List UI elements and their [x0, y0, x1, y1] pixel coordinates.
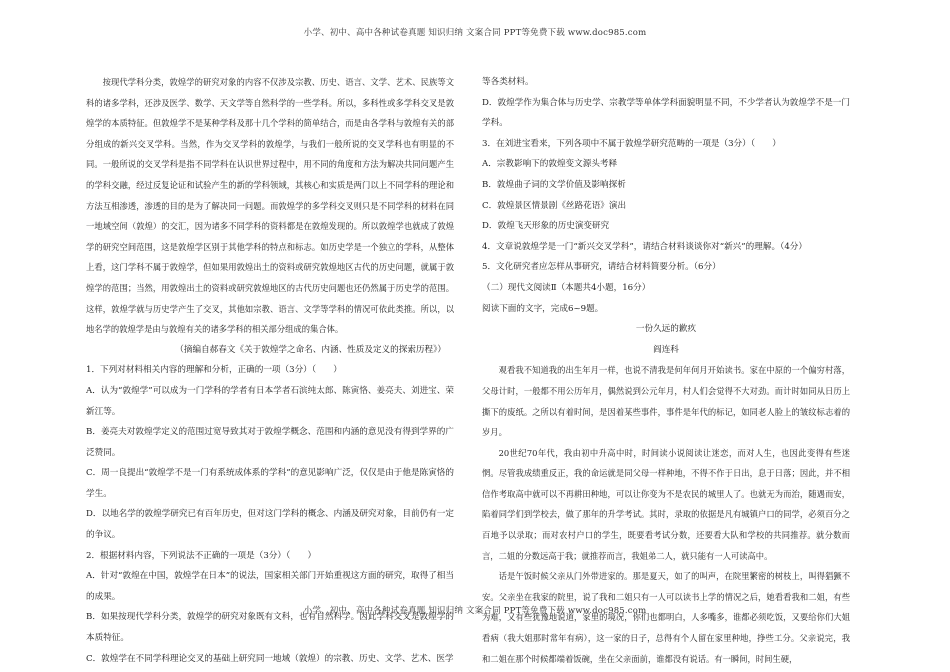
story-paragraph-3: 话是午饭时候父亲从门外带进家的。那是夏天，如了的叫声，在院里繁密的树枝上，叫得猖獗不安。父亲坐在我家的院里，说了我和二姐只有一人可以读书上学的情况之后，她看看我和二姐，有些为难，又有些犹豫地说道，家里的境况，你们也都明白，人多嘴多，谁都必须吃饭，又要给你们大姐看病（我大姐那时常年有病），这一家的日子，总得有个人留在家里种地，挣些工分。父亲说完，我和二姐在那个时候都端着饭碗，坐在父亲面前，谁都没有说话。有一瞬间，时间生硬， — [482, 571, 850, 664]
story-title: 一份久远的歉疚 — [635, 324, 697, 335]
section-heading: （二）现代文阅读Ⅱ（本题共4小题，16分） — [482, 282, 651, 293]
question-2-option-d: D．敦煌学作为集合体与历史学、宗教学等单体学科面貌明显不同，不少学者认为敦煌学不是一门学科。 — [482, 97, 850, 129]
question-3-option-a: A．宗教影响下的敦煌变文源头考释 — [482, 159, 618, 170]
story-paragraph-1: 观看我不知道我的出生年月一样，也说不清我是何年何月开始读书。家在中原的一个偏穷村落，父母计时，一般都不用公历年月，偶然说到公元年月，村人们会觉得不大对劲。而计时如同从日历上撕下的废纸。之所以有着时间，是因着某些事件，事件是年代的标记，如同老人脸上的皱纹标志着的岁月。 — [482, 365, 850, 438]
page-footer: 小学、初中、高中各种试卷真题 知识归纳 文案合同 PPT等免费下载 www.doc985.com — [303, 606, 647, 616]
question-2-option-a: A．针对“敦煌在中国，敦煌学在日本”的说法，国家相关部门开始重视这方面的研究，取得了相当的成果。 — [86, 571, 454, 602]
question-1-option-d: D．以地名学的敦煌学研究已有百年历史，但对这门学科的概念、内涵及研究对象，目前仍有一定的争议。 — [86, 509, 454, 541]
page-header: 小学、初中、高中各种试卷真题 知识归纳 文案合同 PPT等免费下载 www.doc985.com — [303, 28, 647, 38]
question-2-option-c: C．敦煌学在不同学科理论交叉的基础上研究同一地域（敦煌）的宗教、历史、文学、艺术、医学 — [86, 653, 454, 664]
question-1-option-b: B．姜亮夫对敦煌学定义的范围过宽导致其对于敦煌学概念、范围和内涵的意见没有得到学界的广泛赞同。 — [86, 427, 454, 458]
story-author: 阎连科 — [653, 344, 679, 355]
question-2-option-c-continued: 等各类材料。 — [482, 77, 534, 87]
question-2-option-b: B．如果按现代学科分类，敦煌学的研究对象既有文科，也有自然科学。因此学科交叉是敦煌学的本质特征。 — [86, 612, 454, 644]
question-3-stem: 3．在刘进宝看来，下列各项中不属于敦煌学研究范畴的一项是（3分）（ ） — [482, 138, 781, 149]
question-3-option-b: B．敦煌曲子词的文学价值及影响探析 — [482, 179, 626, 190]
passage-material: 按现代学科分类，敦煌学的研究对象的内容不仅涉及宗教、历史、语言、文学、艺术、民族等文科的诸多学科，还涉及医学、数学、天文学等自然科学的一些学科。所以，多科性或多学科交叉是敦煌学的本质特征。但敦煌学不是某种学科及那十几个学科的简单结合，而是由各学科与敦煌有关的部分组成的新兴交叉学科。当然，作为交叉学科的敦煌学，与我们一般所说的交叉学科也有明显的不同。一般所说的交叉学科是指不同学科在认识世界过程中，用不同的角度和方法为解决共同问题产生的学科交融，经过反复论证和试验产生的新的学科领域，其核心和实质是两门以上不同学科的理论和方法互相渗透，渗透的目的是为了解决同一问题。而敦煌学的多学科交叉则只是不同学科的材料在同一地域空间（敦煌）的交汇，因为诸多不同学科的资料都是在敦煌发现的。所以敦煌学也就成了敦煌学的研究空间范围，这是敦煌学区别于其他学科的特点和标志。如历史学是一个独立的学科，从整体上看，这门学科不属于敦煌学，但如果用敦煌出土的资料或研究敦煌地区古代的历史问题，就属于敦煌学的范围；当然，用敦煌出土的资料或研究敦煌地区的古代历史问题也还仍然属于历史学的范围。这样，敦煌学就与历史学产生了交叉，其他如宗教、语言、文学等学科的情况可依此类推。所以，以地名学的敦煌学是由与敦煌有关的诸多学科的相关部分组成的集合体。 — [86, 77, 454, 335]
question-2-stem: 2．根据材料内容，下列说法不正确的一项是（3分）（ ） — [86, 550, 317, 561]
question-4: 4．文章说敦煌学是一门“新兴交叉学科”，请结合材料谈谈你对“新兴”的理解。（4分） — [482, 241, 807, 252]
right-column — [482, 72, 850, 669]
question-1-stem: 1．下列对材料相关内容的理解和分析，正确的一项（3分）（ ） — [86, 365, 342, 376]
question-1-option-c: C．周一良提出“敦煌学不是一门有系统成体系的学科”的意见影响广泛，仅仅是由于他是陈寅恪的学生。 — [86, 468, 454, 499]
reading-instruction: 阅读下面的文字，完成6~9题。 — [482, 303, 604, 314]
story-paragraph-2: 20世纪70年代，我由初中升高中时，时间读小说阅读让迷恋，而对人生，也因此变得有些迷惘。尽管我成绩重反正，我的命运就是同父母一样种地，不得不作于日出，息于日落；因此，并不相信作考取高中就可以不再耕田种地，可以让你变为不是农民的城里人了。也就无为而治，随遇而安，陷着同学们到学校去，做了那年的升学考试。其时，录取的依据是凡有城镇户口的同学，必须百分之百地予以录取；而对农村户口的学生，既要看考试分数，还要看大队和学校的共同推荐。就分数而言，二姐的分数远高于我；就推荐而言，我姐弟二人，就只能有一人可读高中。 — [482, 447, 850, 561]
question-3-option-c: C．敦煌景区情景剧《丝路花语》演出 — [482, 200, 627, 211]
question-3-option-d: D．敦煌飞天形象的历史演变研究 — [482, 221, 610, 232]
passage-source: （摘编自郝春文《关于敦煌学之命名、内涵、性质及定义的探索历程》） — [175, 344, 446, 355]
question-5: 5．文化研究者应怎样从事研究，请结合材料简要分析。（6分） — [482, 262, 721, 273]
left-column — [86, 72, 454, 669]
question-1-option-a: A．认为“敦煌学”可以成为一门学科的学者有日本学者石滨纯太郎、陈寅恪、姜亮夫、刘进宝、荣新江等。 — [86, 385, 454, 417]
